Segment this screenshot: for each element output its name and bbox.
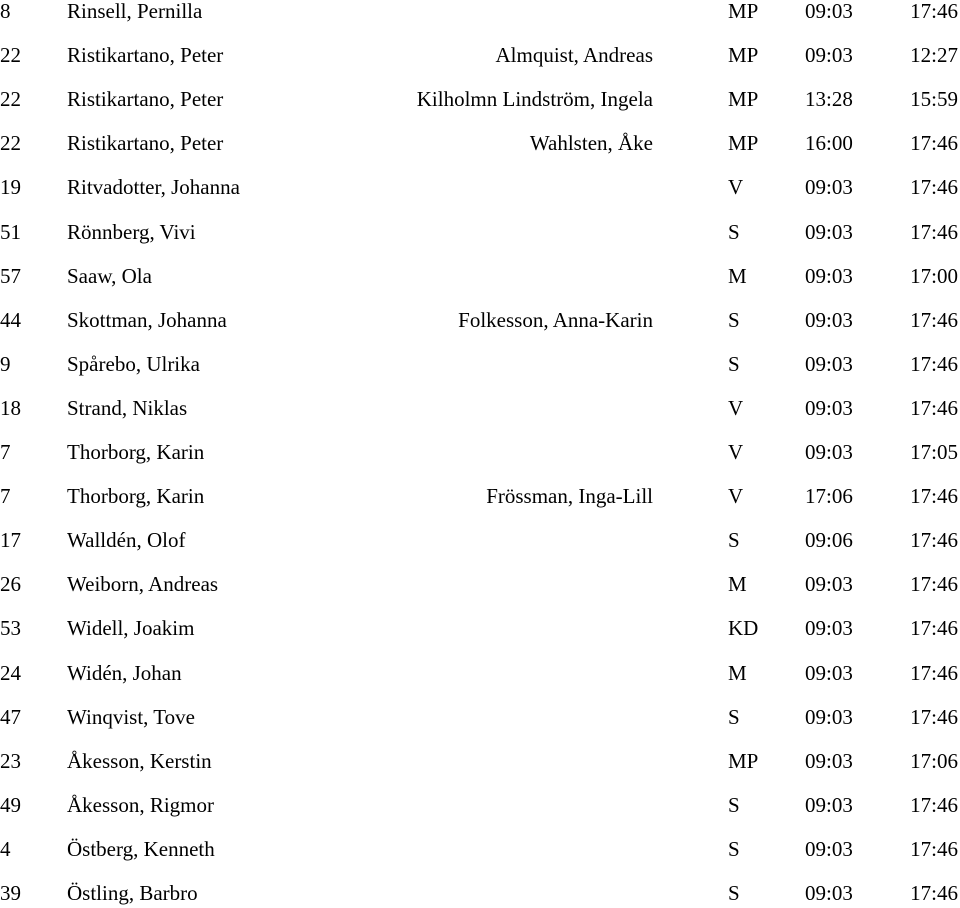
time-to: 17:46 (910, 616, 958, 641)
time-from: 09:03 (805, 881, 853, 905)
substitute-name: Frössman, Inga-Lill (486, 484, 653, 509)
table-row (0, 393, 960, 423)
member-number: 17 (0, 528, 21, 553)
party-code: MP (728, 0, 759, 23)
party-code: MP (728, 131, 759, 156)
table-row (0, 525, 960, 555)
table-row (0, 790, 960, 820)
party-code: S (728, 351, 740, 376)
member-number: 19 (0, 175, 21, 200)
member-number: 22 (0, 43, 21, 68)
table-row (0, 40, 960, 70)
table-row (0, 481, 960, 511)
time-from: 13:28 (805, 87, 853, 112)
party-code: S (728, 528, 740, 553)
party-code: MP (728, 748, 759, 773)
party-code: S (728, 219, 740, 244)
table-row (0, 84, 960, 114)
time-from: 09:03 (805, 263, 853, 288)
party-code: KD (728, 616, 759, 641)
member-name: Widell, Joakim (67, 616, 195, 641)
member-number: 23 (0, 748, 21, 773)
member-number: 49 (0, 792, 21, 817)
time-to: 17:46 (910, 528, 958, 553)
party-code: V (728, 484, 744, 509)
time-from: 09:03 (805, 616, 853, 641)
table-row (0, 305, 960, 335)
time-from: 09:03 (805, 704, 853, 729)
time-to: 17:46 (910, 175, 958, 200)
substitute-name: Almquist, Andreas (495, 43, 653, 68)
time-to: 15:59 (910, 87, 958, 112)
table-row (0, 128, 960, 158)
member-number: 18 (0, 395, 21, 420)
member-name: Strand, Niklas (67, 395, 188, 420)
member-number: 57 (0, 263, 21, 288)
member-name: Åkesson, Rigmor (67, 792, 214, 817)
member-number: 39 (0, 881, 21, 905)
time-from: 09:03 (805, 440, 853, 464)
member-number: 9 (0, 351, 11, 376)
table-row (0, 569, 960, 599)
table-row (0, 217, 960, 247)
member-number: 22 (0, 131, 21, 156)
table-row (0, 0, 960, 26)
time-from: 09:03 (805, 395, 853, 420)
party-code: S (728, 881, 740, 905)
member-number: 53 (0, 616, 21, 641)
table-row (0, 349, 960, 379)
time-to: 17:46 (910, 484, 958, 509)
party-code: M (728, 660, 747, 685)
time-from: 09:03 (805, 572, 853, 597)
time-from: 09:03 (805, 836, 853, 861)
table-row (0, 702, 960, 732)
member-name: Widén, Johan (67, 660, 182, 685)
time-to: 12:27 (910, 43, 958, 68)
time-from: 09:03 (805, 351, 853, 376)
member-name: Winqvist, Tove (67, 704, 195, 729)
member-name: Ristikartano, Peter (67, 131, 224, 156)
time-from: 09:03 (805, 792, 853, 817)
time-to: 17:05 (910, 440, 958, 464)
time-to: 17:46 (910, 836, 958, 861)
member-name: Östling, Barbro (67, 881, 198, 905)
substitute-name: Wahlsten, Åke (529, 131, 653, 156)
time-from: 09:03 (805, 0, 853, 23)
party-code: S (728, 836, 740, 861)
member-name: Thorborg, Karin (67, 440, 205, 464)
member-number: 7 (0, 484, 11, 509)
member-name: Rinsell, Pernilla (67, 0, 203, 23)
member-number: 8 (0, 0, 11, 23)
time-from: 09:03 (805, 175, 853, 200)
party-code: S (728, 704, 740, 729)
substitute-name: Folkesson, Anna-Karin (458, 307, 653, 332)
party-code: S (728, 307, 740, 332)
party-code: MP (728, 87, 759, 112)
time-to: 17:46 (910, 660, 958, 685)
table-row (0, 658, 960, 688)
member-number: 51 (0, 219, 21, 244)
time-from: 16:00 (805, 131, 853, 156)
member-number: 24 (0, 660, 21, 685)
time-to: 17:46 (910, 0, 958, 23)
time-to: 17:46 (910, 351, 958, 376)
time-to: 17:46 (910, 395, 958, 420)
time-to: 17:46 (910, 881, 958, 905)
party-code: MP (728, 43, 759, 68)
party-code: V (728, 175, 744, 200)
table-row (0, 613, 960, 643)
time-to: 17:46 (910, 307, 958, 332)
member-name: Weiborn, Andreas (67, 572, 219, 597)
member-name: Ristikartano, Peter (67, 87, 224, 112)
member-number: 26 (0, 572, 21, 597)
time-from: 09:03 (805, 748, 853, 773)
party-code: M (728, 572, 747, 597)
table-row (0, 261, 960, 291)
time-from: 17:06 (805, 484, 853, 509)
member-name: Rönnberg, Vivi (67, 219, 196, 244)
time-from: 09:03 (805, 219, 853, 244)
time-to: 17:06 (910, 748, 958, 773)
member-name: Thorborg, Karin (67, 484, 205, 509)
member-number: 44 (0, 307, 21, 332)
time-to: 17:46 (910, 572, 958, 597)
party-code: S (728, 792, 740, 817)
member-name: Ritvadotter, Johanna (67, 175, 240, 200)
party-code: M (728, 263, 747, 288)
member-number: 22 (0, 87, 21, 112)
substitute-name: Kilholmn Lindström, Ingela (416, 87, 653, 112)
party-code: V (728, 395, 744, 420)
time-to: 17:46 (910, 792, 958, 817)
table-row (0, 172, 960, 202)
time-to: 17:46 (910, 704, 958, 729)
member-number: 47 (0, 704, 21, 729)
time-from: 09:03 (805, 307, 853, 332)
time-to: 17:46 (910, 131, 958, 156)
time-from: 09:06 (805, 528, 853, 553)
table-row (0, 437, 960, 467)
time-to: 17:00 (910, 263, 958, 288)
time-from: 09:03 (805, 660, 853, 685)
member-name: Saaw, Ola (67, 263, 152, 288)
table-row (0, 878, 960, 908)
member-number: 4 (0, 836, 11, 861)
member-name: Spårebo, Ulrika (67, 351, 200, 376)
time-to: 17:46 (910, 219, 958, 244)
table-row (0, 746, 960, 776)
member-name: Åkesson, Kerstin (67, 748, 212, 773)
time-from: 09:03 (805, 43, 853, 68)
member-name: Walldén, Olof (67, 528, 186, 553)
member-name: Skottman, Johanna (67, 307, 227, 332)
member-number: 7 (0, 440, 11, 464)
party-code: V (728, 440, 744, 464)
table-row (0, 834, 960, 864)
member-name: Ristikartano, Peter (67, 43, 224, 68)
member-name: Östberg, Kenneth (67, 836, 215, 861)
